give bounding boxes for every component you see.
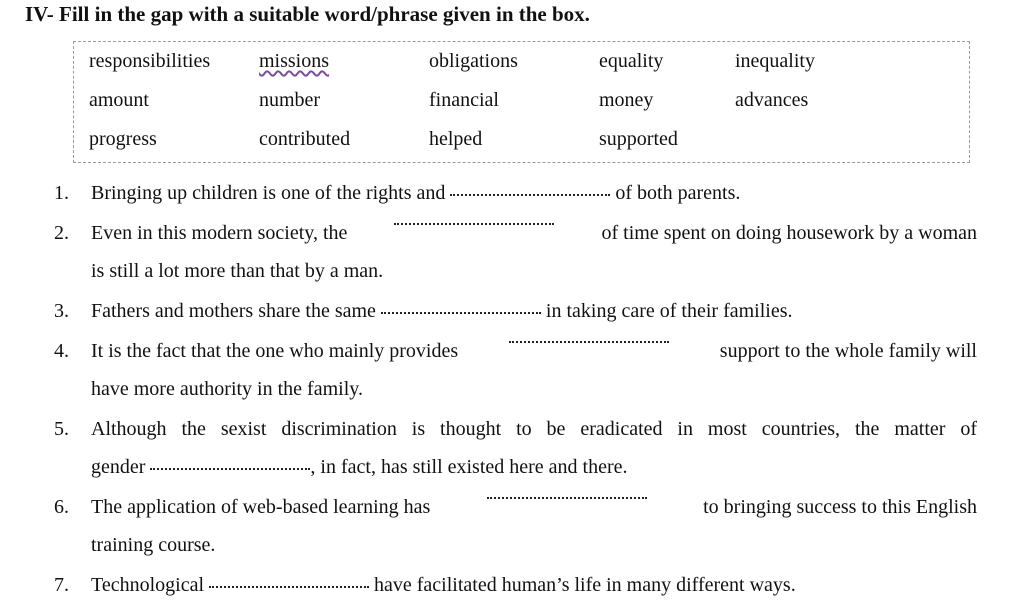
word-missions: missions [259, 50, 330, 72]
question-text-after: of both parents. [615, 182, 741, 204]
word-contributed: contributed [259, 128, 351, 150]
question-text-continued: training course. [91, 534, 216, 556]
answer-blank[interactable] [150, 467, 310, 470]
answer-blank[interactable] [450, 193, 610, 196]
question-text-continued: is still a lot more than that by a man. [91, 260, 384, 282]
word-progress: progress [89, 128, 157, 150]
answer-blank[interactable] [509, 340, 669, 343]
question-text-after: to bringing success to this English [703, 496, 977, 518]
question-number: 7. [54, 574, 69, 596]
question-text-after: of time spent on doing housework by a woman [601, 222, 977, 244]
word-advances: advances [735, 89, 809, 111]
word-responsibilities: responsibilities [89, 50, 211, 72]
word-amount: amount [89, 89, 149, 111]
question-text-after: in taking care of their families. [545, 300, 793, 322]
question-text-line1: Although the sexist discrimination is thought to be eradicated in most countries, the matter of [91, 418, 977, 440]
question-text-continued: have more authority in the family. [91, 378, 363, 400]
question-text-before: gender [91, 456, 146, 478]
question-text-before: Even in this modern society, the [91, 222, 348, 244]
question-number: 3. [54, 300, 69, 322]
word-equality: equality [599, 50, 664, 72]
question-text-after: , in fact, has still existed here and there. [310, 456, 628, 478]
word-number: number [259, 89, 321, 111]
word-inequality: inequality [735, 50, 815, 72]
question-number: 1. [54, 182, 69, 204]
answer-blank[interactable] [381, 311, 541, 314]
question-text-before: Technological [91, 574, 204, 596]
answer-blank[interactable] [394, 222, 554, 225]
question-text-before: Fathers and mothers share the same [91, 300, 376, 322]
question-text-before: It is the fact that the one who mainly provides [91, 340, 459, 362]
question-number: 5. [54, 418, 69, 440]
question-text-before: The application of web-based learning has [91, 496, 431, 518]
question-text-after: have facilitated human’s life in many different ways. [374, 574, 796, 596]
question-number: 2. [54, 222, 69, 244]
word-box [73, 41, 970, 163]
word-financial: financial [429, 89, 499, 111]
answer-blank[interactable] [209, 585, 369, 588]
word-helped: helped [429, 128, 483, 150]
word-money: money [599, 89, 654, 111]
question-text-before: Bringing up children is one of the rights and [91, 182, 446, 204]
exercise-heading: IV- Fill in the gap with a suitable word/phrase given in the box. [25, 2, 590, 26]
word-supported: supported [599, 128, 678, 150]
question-number: 4. [54, 340, 69, 362]
question-number: 6. [54, 496, 69, 518]
word-obligations: obligations [429, 50, 518, 72]
question-text-after: support to the whole family will [719, 340, 977, 362]
answer-blank[interactable] [487, 496, 647, 499]
